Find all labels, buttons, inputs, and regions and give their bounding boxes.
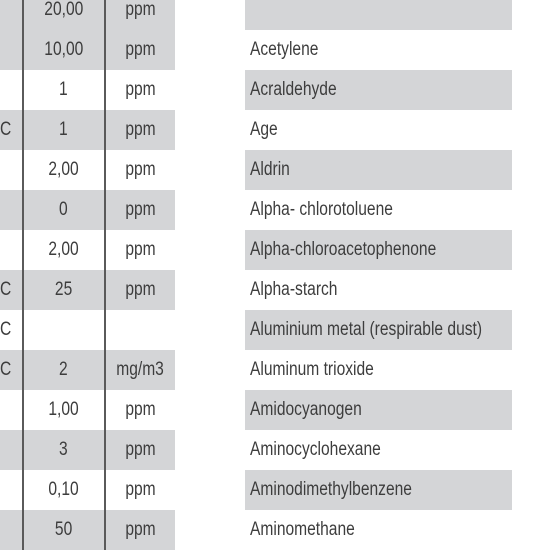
substance-row [245, 510, 512, 550]
substance-name: Alpha-chloroacetophenone [250, 239, 437, 260]
substance-name: Acraldehyde [250, 79, 337, 100]
limit-value-cell [23, 390, 104, 430]
unit-label: ppm [124, 199, 156, 220]
substance-row [245, 0, 512, 30]
substance-row [245, 70, 512, 110]
unit-label: ppm [124, 479, 156, 500]
limit-value-cell [23, 110, 104, 150]
substance-row [245, 190, 512, 230]
unit-label: ppm [124, 239, 156, 260]
substance-name: Aluminum trioxide [250, 359, 374, 380]
classification-cell [0, 430, 18, 470]
substance-name: Alpha- chlorotoluene [250, 199, 393, 220]
limit-value: 2,00 [48, 239, 79, 260]
substance-name: Aminodimethylbenzene [250, 479, 412, 500]
limit-value-cell [23, 0, 104, 30]
limit-value-cell [23, 470, 104, 510]
unit-label: mg/m3 [116, 359, 164, 380]
limit-value: 10,00 [43, 39, 83, 60]
unit-cell [105, 310, 175, 350]
substance-row [245, 430, 512, 470]
classification-cell [0, 230, 18, 270]
substance-list [245, 0, 512, 550]
substance-row [245, 350, 512, 390]
limit-value: 3 [59, 439, 68, 460]
substance-name: Aminocyclohexane [250, 439, 381, 460]
unit-label: ppm [124, 399, 156, 420]
unit-cell [105, 110, 175, 150]
limit-value: 50 [54, 519, 73, 540]
classification-cell [0, 190, 18, 230]
substance-name: Aminomethane [250, 519, 355, 540]
substance-name: Acetylene [250, 39, 319, 60]
unit-cell [105, 470, 175, 510]
classification-cell: C [0, 119, 12, 140]
table-row [0, 430, 175, 470]
limit-value: 1 [59, 119, 68, 140]
classification-cell [0, 470, 18, 510]
substance-name: Age [250, 119, 278, 140]
limit-value: 1 [59, 79, 68, 100]
unit-label: ppm [124, 439, 156, 460]
unit-cell [105, 230, 175, 270]
table-row [0, 150, 175, 190]
unit-label: ppm [124, 39, 156, 60]
table-row [0, 390, 175, 430]
limit-value: 2 [59, 359, 68, 380]
classification-cell [0, 150, 18, 190]
limit-value: 20,00 [43, 0, 83, 20]
substance-row [245, 110, 512, 150]
unit-cell [105, 510, 175, 550]
substance-row [245, 470, 512, 510]
limit-value-cell [23, 30, 104, 70]
substance-name: Aldrin [250, 159, 290, 180]
unit-label: ppm [124, 279, 156, 300]
unit-cell [105, 430, 175, 470]
substance-name: Alpha-starch [250, 279, 338, 300]
table-row [0, 510, 175, 550]
substance-row [245, 30, 512, 70]
unit-label: ppm [124, 0, 156, 20]
limit-value: 2,00 [48, 159, 79, 180]
table-row [0, 30, 175, 70]
classification-cell [0, 390, 18, 430]
exposure-limits-table [0, 0, 175, 550]
substance-row [245, 230, 512, 270]
limit-value-cell [23, 510, 104, 550]
limit-value-cell [23, 430, 104, 470]
unit-label: ppm [124, 519, 156, 540]
table-row [0, 190, 175, 230]
unit-label: ppm [124, 79, 156, 100]
limit-value: 0 [59, 199, 68, 220]
substance-row [245, 310, 512, 350]
limit-value-cell [23, 230, 104, 270]
classification-cell [0, 0, 18, 30]
classification-cell [0, 70, 18, 110]
limit-value-cell [23, 70, 104, 110]
substance-row [245, 390, 512, 430]
column-divider [22, 0, 24, 550]
limit-value-cell [23, 150, 104, 190]
limit-value: 25 [54, 279, 73, 300]
classification-cell [0, 30, 18, 70]
table-row [0, 0, 175, 30]
table-row [0, 230, 175, 270]
classification-cell: C [0, 359, 12, 380]
unit-cell [105, 270, 175, 310]
table-row [0, 270, 175, 310]
unit-cell [105, 0, 175, 30]
substance-row [245, 270, 512, 310]
unit-cell [105, 70, 175, 110]
column-divider [104, 0, 106, 550]
limit-value-cell [23, 270, 104, 310]
table-row [0, 110, 175, 150]
table-row [0, 310, 175, 350]
classification-cell: C [0, 319, 12, 340]
limit-value-cell [23, 190, 104, 230]
unit-cell [105, 30, 175, 70]
unit-label: ppm [124, 119, 156, 140]
unit-label: ppm [124, 159, 156, 180]
substance-name: Aluminium metal (respirable dust) [250, 319, 483, 340]
unit-cell [105, 190, 175, 230]
limit-value-cell [23, 350, 104, 390]
unit-cell [105, 150, 175, 190]
table-row [0, 350, 175, 390]
table-row [0, 70, 175, 110]
substance-row [245, 150, 512, 190]
classification-cell: C [0, 279, 12, 300]
limit-value: 1,00 [48, 399, 79, 420]
limit-value-cell [23, 310, 104, 350]
table-row [0, 470, 175, 510]
unit-cell [105, 350, 175, 390]
unit-cell [105, 390, 175, 430]
substance-name: Amidocyanogen [250, 399, 362, 420]
limit-value: 0,10 [48, 479, 79, 500]
classification-cell [0, 510, 18, 550]
